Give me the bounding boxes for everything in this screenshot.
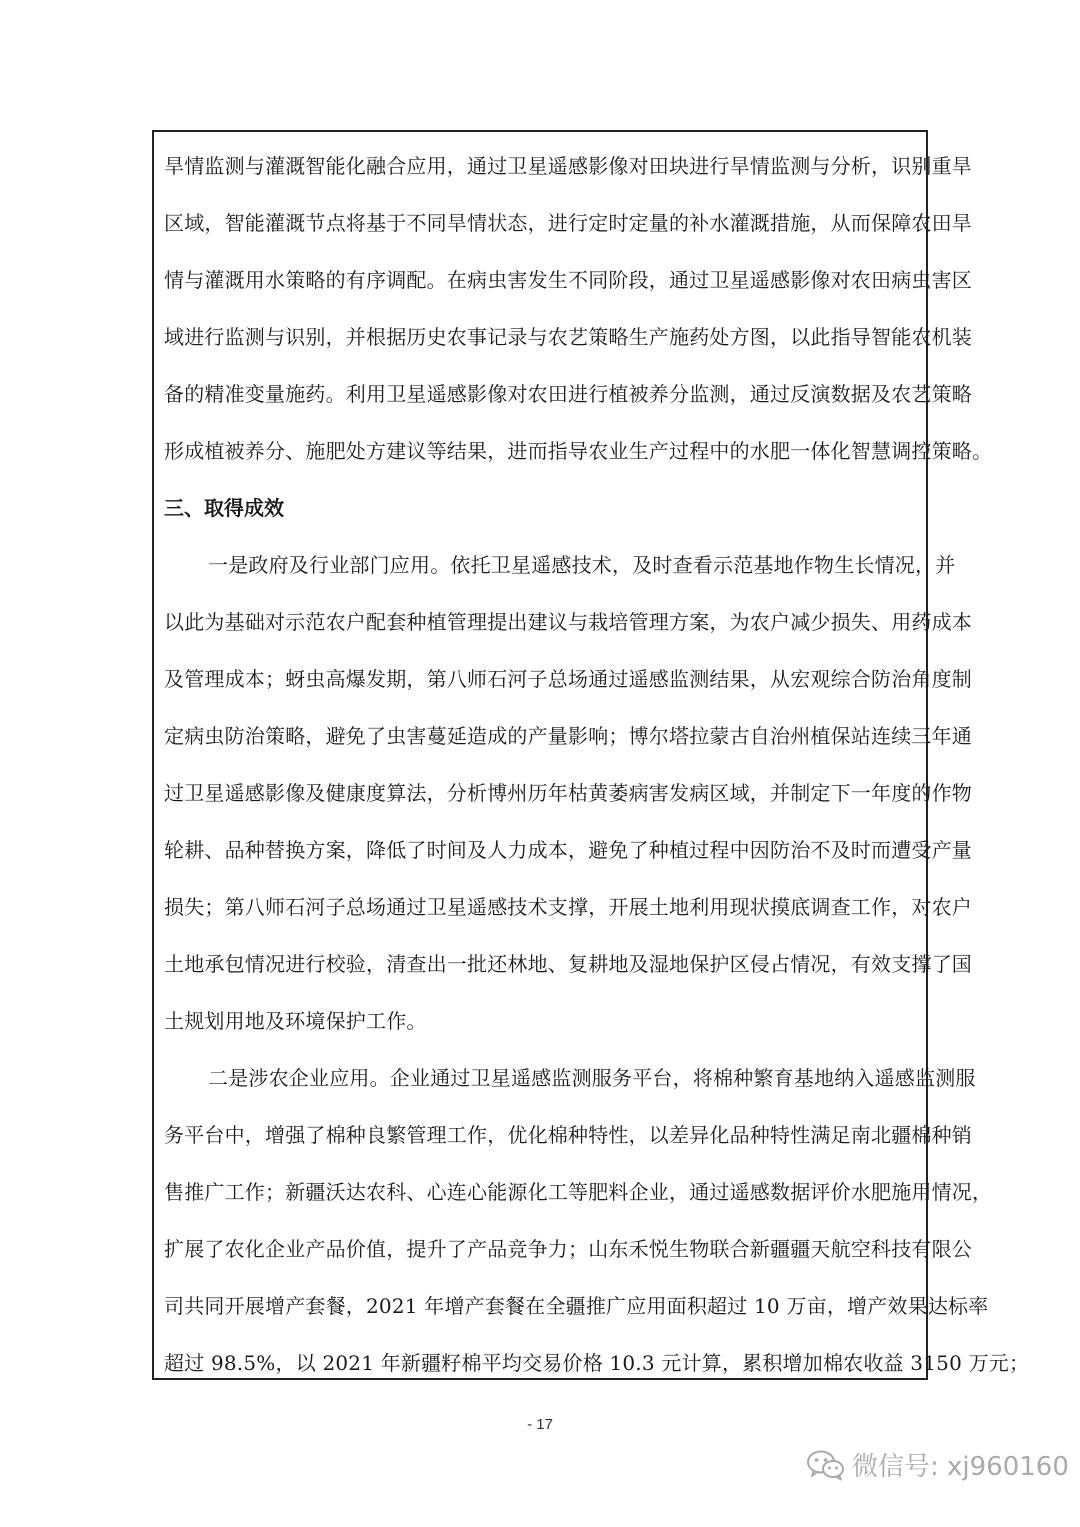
text-line: 域进行监测与识别，并根据历史农事记录与农艺策略生产施药处方图，以此指导智能农机装: [164, 325, 972, 349]
text-line: 一是政府及行业部门应用。依托卫星遥感技术，及时查看示范基地作物生长情况，并: [208, 553, 956, 577]
watermark-text: 微信号: xj960160: [852, 1452, 1069, 1482]
text-line: 损失；第八师石河子总场通过卫星遥感技术支撑，开展土地利用现状摸底调查工作，对农户: [164, 895, 972, 919]
text-line: 轮耕、品种替换方案，降低了时间及人力成本，避免了种植过程中因防治不及时而遭受产量: [164, 838, 972, 862]
text-line: 扩展了农化企业产品价值，提升了产品竞争力；山东禾悦生物联合新疆疆天航空科技有限公: [164, 1237, 972, 1261]
text-line: 过卫星遥感影像及健康度算法，分析博州历年枯黄萎病害发病区域，并制定下一年度的作物: [164, 781, 972, 805]
page-number: - 17: [527, 1416, 553, 1433]
paragraph-government: [164, 537, 972, 1050]
paragraph-enterprise: [164, 1050, 1030, 1392]
text-line: 旱情监测与灌溉智能化融合应用，通过卫星遥感影像对田块进行旱情监测与分析，识别重旱: [164, 154, 972, 178]
text-line: 售推广工作；新疆沃达农科、心连心能源化工等肥料企业，通过遥感数据评价水肥施用情况，: [164, 1180, 993, 1204]
watermark: [806, 1446, 1069, 1483]
wechat-icon: [806, 1449, 846, 1481]
text-line: 超过 98.5%，以 2021 年新疆籽棉平均交易价格 10.3 元计算，累积增加棉农收益 3150 万元；: [164, 1351, 1030, 1375]
text-line: 土地承包情况进行校验，清查出一批还林地、复耕地及湿地保护区侵占情况，有效支撑了国: [164, 952, 972, 976]
text-line: 务平台中，增强了棉种良繁管理工作，优化棉种特性，以差异化品种特性满足南北疆棉种销: [164, 1123, 972, 1147]
text-line: 以此为基础对示范农户配套种植管理提出建议与栽培管理方案，为农户减少损失、用药成本: [164, 610, 972, 634]
document-body: [164, 138, 1030, 1392]
section-heading: 三、取得成效: [164, 496, 284, 520]
text-line: 司共同开展增产套餐，2021 年增产套餐在全疆推广应用面积超过 10 万亩，增产效果达标率: [164, 1294, 989, 1318]
text-line: 情与灌溉用水策略的有序调配。在病虫害发生不同阶段，通过卫星遥感影像对农田病虫害区: [164, 268, 972, 292]
text-line: 区域，智能灌溉节点将基于不同旱情状态，进行定时定量的补水灌溉措施，从而保障农田旱: [164, 211, 972, 235]
text-line: 土规划用地及环境保护工作。: [164, 1009, 427, 1033]
paragraph-intro: [164, 138, 993, 480]
text-line: 备的精准变量施药。利用卫星遥感影像对农田进行植被养分监测，通过反演数据及农艺策略: [164, 382, 972, 406]
text-line: 形成植被养分、施肥处方建议等结果，进而指导农业生产过程中的水肥一体化智慧调控策略。: [164, 439, 993, 463]
text-line: 定病虫防治策略，避免了虫害蔓延造成的产量影响；博尔塔拉蒙古自治州植保站连续三年通: [164, 724, 972, 748]
text-line: 二是涉农企业应用。企业通过卫星遥感监测服务平台，将棉种繁育基地纳入遥感监测服: [208, 1066, 976, 1090]
text-line: 及管理成本；蚜虫高爆发期，第八师石河子总场通过遥感监测结果，从宏观综合防治角度制: [164, 667, 972, 691]
